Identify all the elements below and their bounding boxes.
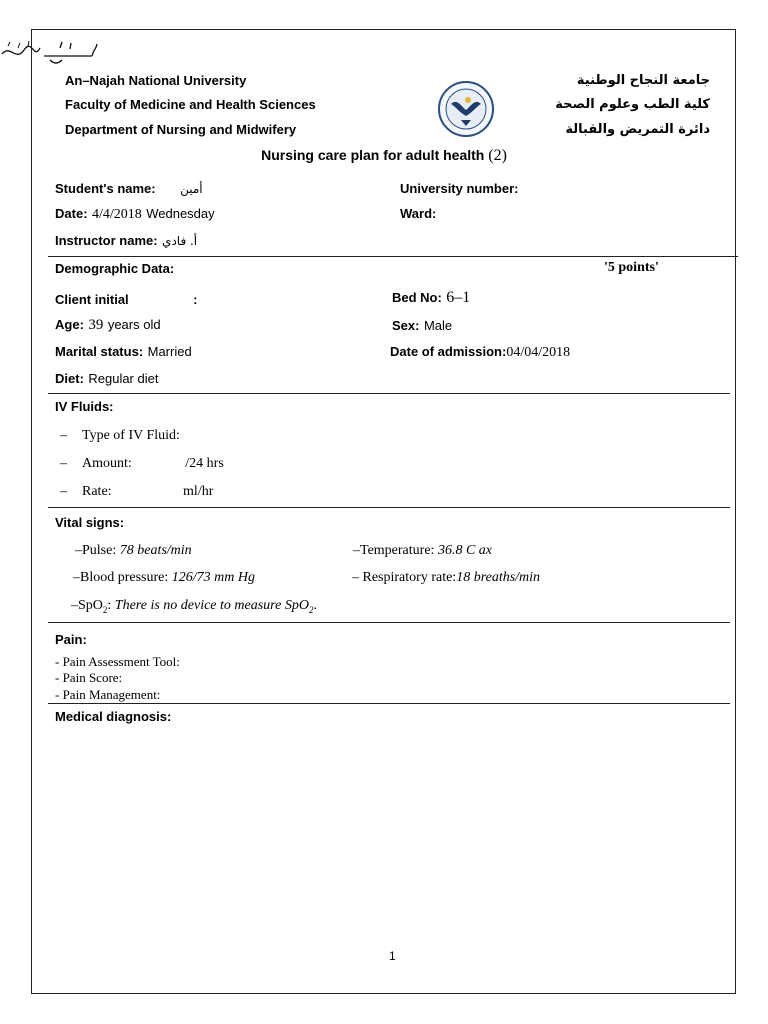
temperature-row xyxy=(353,543,492,559)
divider-diagnosis xyxy=(48,703,730,704)
date-label: Date xyxy=(55,206,84,221)
ward-label: Ward xyxy=(400,206,433,221)
age-unit: years old xyxy=(107,317,161,332)
iv-amount-label: Amount: xyxy=(82,456,132,471)
diet-row: Diet: Regular diet xyxy=(55,371,159,386)
marital-label: Marital status xyxy=(55,344,139,359)
spo2-value-sub: 2 xyxy=(308,604,314,615)
date-row: Date: 4/4/2018 Wednesday xyxy=(55,206,215,222)
resp-row xyxy=(352,570,540,586)
client-initial-row: Client initial : xyxy=(55,292,198,307)
divider-iv xyxy=(48,393,730,394)
pulse-row xyxy=(75,543,192,559)
diagnosis-heading: Medical diagnosis: xyxy=(55,709,172,724)
age-number: 39 xyxy=(88,317,104,333)
department-name-en: Department of Nursing and Midwifery xyxy=(65,122,297,137)
bp-label: –Blood pressure: xyxy=(73,570,169,585)
marital-value: Married xyxy=(147,344,192,359)
form-title-text: Nursing care plan for adult health xyxy=(261,147,489,163)
bed-no-row: Bed No: 6–1 xyxy=(392,289,471,306)
faculty-name-en: Faculty of Medicine and Health Sciences xyxy=(65,97,316,112)
divider-pain xyxy=(48,622,730,623)
university-number-row: University number: xyxy=(400,181,519,196)
instructor-label: Instructor name xyxy=(55,233,154,248)
student-name-label: Student's name xyxy=(55,181,152,196)
university-name-en: An–Najah National University xyxy=(65,73,247,88)
demographic-heading: Demographic Data: xyxy=(55,261,175,276)
date-value: 4/4/2018 xyxy=(91,207,142,222)
admission-row: Date of admission:04/04/2018 xyxy=(390,344,571,360)
spo2-value: There is no device to measure SpO xyxy=(114,598,309,613)
spo2-label-sub: 2 xyxy=(102,604,108,615)
form-title xyxy=(0,147,768,165)
resp-label: – Respiratory rate: xyxy=(352,570,457,585)
resp-value: 18 breaths/min xyxy=(456,570,541,585)
instructor-row: Instructor name: أ. فادي xyxy=(55,233,198,248)
temperature-label: –Temperature: xyxy=(353,543,435,558)
bed-no-value: 6–1 xyxy=(446,289,471,306)
spo2-label-colon: : xyxy=(107,598,112,613)
sex-value: Male xyxy=(423,318,453,333)
divider-vitals xyxy=(48,507,730,508)
iv-rate-row: – Rate: ml/hr xyxy=(60,484,214,499)
bed-no-label: Bed No xyxy=(392,290,438,305)
temperature-value: 36.8 C ax xyxy=(437,543,492,558)
divider-demographic xyxy=(48,256,738,257)
faculty-name-ar: كلية الطب وعلوم الصحة xyxy=(555,97,710,112)
instructor-value: أ. فادي xyxy=(162,234,198,248)
form-title-number: (2) xyxy=(488,147,507,164)
sex-label: Sex xyxy=(392,318,416,333)
spo2-row xyxy=(71,598,317,615)
iv-rate-label: Rate: xyxy=(82,484,112,499)
iv-amount-row: – Amount: /24 hrs xyxy=(60,456,224,471)
marital-row: Marital status: Married xyxy=(55,344,192,359)
vitals-heading-text: Vital signs xyxy=(55,515,120,530)
age-label: Age xyxy=(55,317,80,332)
spo2-value-end: . xyxy=(313,598,317,613)
university-name-ar: جامعة النجاح الوطنية xyxy=(576,73,710,88)
page-frame xyxy=(31,29,736,994)
sex-row: Sex: Male xyxy=(392,318,453,333)
university-number-label: University number xyxy=(400,181,515,196)
diagnosis-heading-text: Medical diagnosis xyxy=(55,709,167,724)
department-name-ar: دائرة التمريض والقبالة xyxy=(565,122,710,137)
university-seal-icon xyxy=(437,80,495,138)
demographic-points: '5 points' xyxy=(604,260,659,275)
bp-value: 126/73 mm Hg xyxy=(171,570,255,585)
student-name-value: أمين xyxy=(180,182,203,196)
pulse-value: 78 beats/min xyxy=(119,543,192,558)
admission-value: 04/04/2018 xyxy=(506,345,571,360)
pain-score-row: - Pain Score: xyxy=(55,670,123,685)
demographic-heading-text: Demographic Data xyxy=(55,261,170,276)
pain-management-row: - Pain Management: xyxy=(55,687,161,702)
age-row: Age: 39 years old xyxy=(55,317,161,333)
vitals-heading: Vital signs: xyxy=(55,515,125,530)
iv-rate-unit: ml/hr xyxy=(183,484,214,499)
pain-heading-text: Pain xyxy=(55,632,83,647)
student-name-row: Student's name: أمين xyxy=(55,181,203,196)
client-initial-label: Client initial xyxy=(55,292,129,307)
iv-type-row: – Type of IV Fluid: xyxy=(60,428,180,443)
iv-heading-text: IV Fluids xyxy=(55,399,110,414)
iv-type-label: Type of IV Fluid: xyxy=(82,428,180,443)
admission-label: Date of admission xyxy=(390,344,502,359)
page-number: 1 xyxy=(389,949,396,963)
ward-row: Ward: xyxy=(400,206,437,221)
spo2-label: –SpO xyxy=(71,598,103,613)
day-value: Wednesday xyxy=(146,206,215,221)
diet-value: Regular diet xyxy=(88,371,159,386)
iv-amount-unit: /24 hrs xyxy=(185,456,224,471)
diet-label: Diet xyxy=(55,371,80,386)
pain-heading: Pain: xyxy=(55,632,87,647)
pain-tool-row: - Pain Assessment Tool: xyxy=(55,654,180,669)
pulse-label: –Pulse: xyxy=(75,543,117,558)
iv-heading: IV Fluids: xyxy=(55,399,114,414)
bp-row xyxy=(73,570,255,586)
